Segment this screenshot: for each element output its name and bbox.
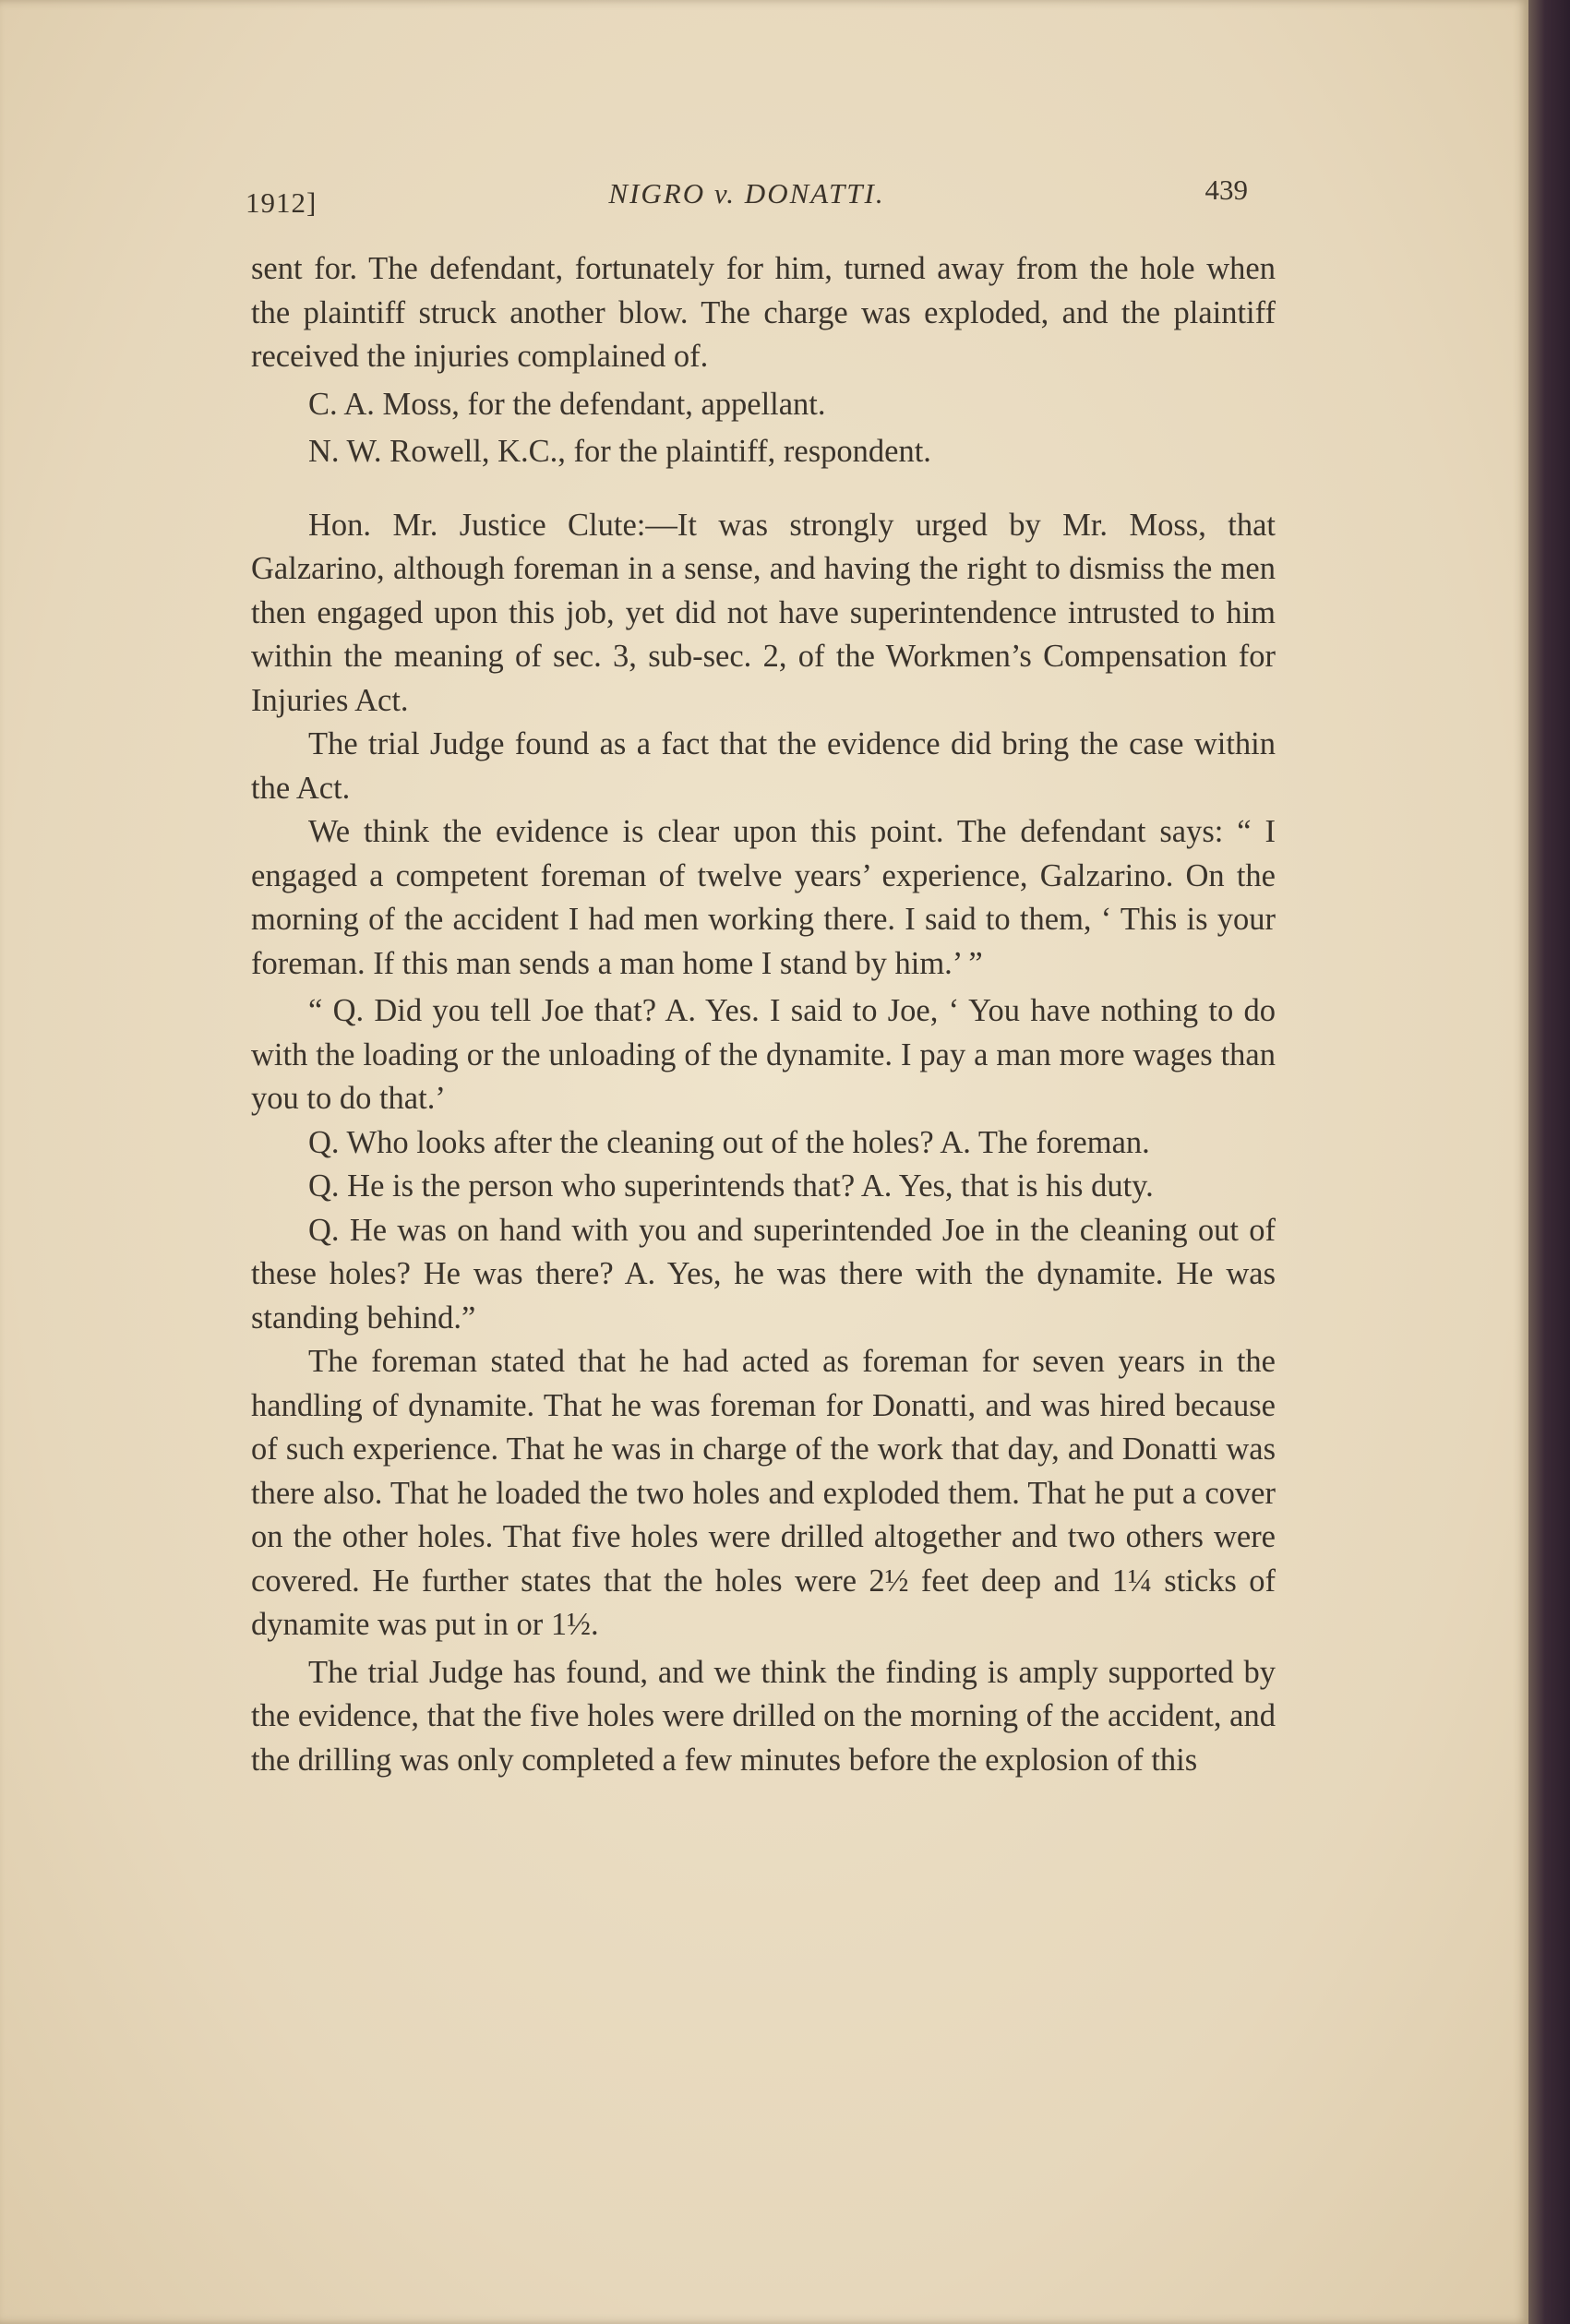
header-year: 1912] [246,186,318,219]
paragraph: sent for. The defendant, fortunately for him, turned away from the hole when the plaintiff struck another blow. The charge was exploded, and the plaintiff received the injuries complained of. [251,251,1276,374]
counsel-respondent: N. W. Rowell, K.C., for the plaintiff, respondent. [308,434,931,469]
page-number: 439 [1204,174,1248,206]
paragraph: We think the evidence is clear upon this point. The defendant says: “ I engaged a competent foreman of twelve years’ experience, Galzarino. On the morning of the accident I had men working there. I said to them, ‘ This is your foreman. If this man sends a man home I stand by him.’ ” [251,814,1276,981]
header-case-title: NIGRO v. DONATTI. [608,177,885,210]
judgment-opening: Hon. Mr. Justice Clute:—It was strongly urged by Mr. Moss, that Galzarino, although foreman in a sense, and having the right to dismiss the men then engaged upon this job, yet did not have superintendence intrusted to him within the meaning of sec. 3, sub-sec. 2, of the Workmen’s Compensation for Injuries Act. [251,507,1276,718]
book-spine-edge [1528,0,1570,2324]
testimony-paragraph: Q. He was on hand with you and superintended Joe in the cleaning out of these holes? He was there? A. Yes, he was there with the dynamite. He was standing behind.” [251,1212,1276,1336]
paragraph: The trial Judge found as a fact that the evidence did bring the case within the Act. [251,726,1276,806]
testimony-paragraph: Q. He is the person who superintends that? A. Yes, that is his duty. [308,1168,1154,1204]
testimony-paragraph: “ Q. Did you tell Joe that? A. Yes. I said to Joe, ‘ You have nothing to do with the loading or the unloading of the dynamite. I pay a man more wages than you to do that.’ [251,993,1276,1116]
running-header [246,174,1248,229]
body-text [251,247,1276,1782]
counsel-appellant: C. A. Moss, for the defendant, appellant. [308,386,826,422]
paragraph: The trial Judge has found, and we think the finding is amply supported by the evidence, that the five holes were drilled on the morning of the accident, and the drilling was only completed a few minutes before the explosion of this [251,1654,1276,1778]
paragraph: The foreman stated that he had acted as foreman for seven years in the handling of dynamite. That he was foreman for Donatti, and was hired because of such experience. That he was in charge of the work that day, and Donatti was there also. That he loaded the two holes and exploded them. That he put a cover on the other holes. That five holes were drilled altogether and two others were covered. He further states that the holes were 2½ feet deep and 1¼ sticks of dynamite was put in or 1½. [251,1344,1276,1642]
testimony-paragraph: Q. Who looks after the cleaning out of the holes? A. The foreman. [308,1124,1150,1160]
